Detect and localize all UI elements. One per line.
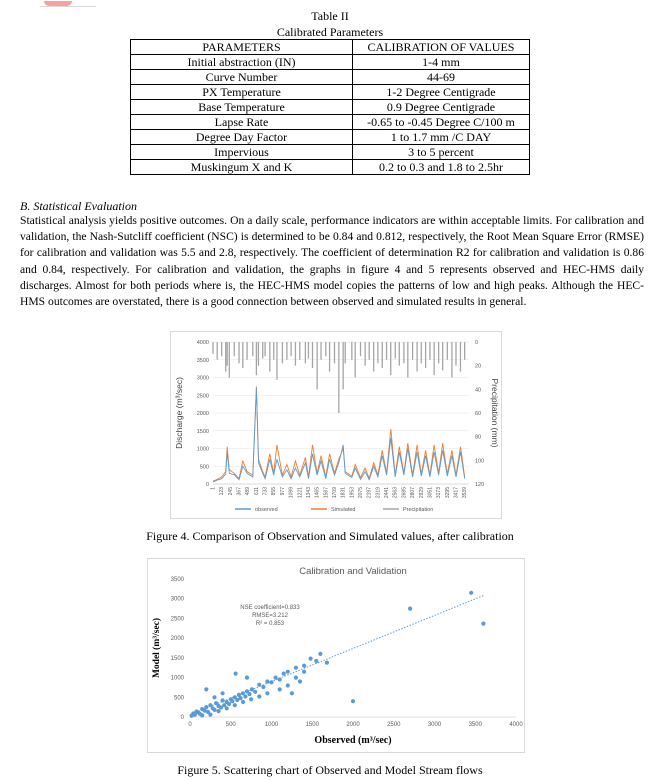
scatter-point: [216, 709, 220, 713]
scatter-point: [261, 685, 265, 689]
x-tick-label: 1343: [305, 487, 312, 499]
x-tick-label: 1221: [297, 487, 304, 499]
x-tick-label: 2807: [410, 487, 417, 499]
y-tick-label: 2500: [196, 393, 209, 400]
scatter-chart-svg: [148, 559, 524, 752]
table-cell: 3 to 5 percent: [353, 145, 530, 160]
y-tick-label: 0: [180, 715, 184, 721]
table-cell: Lapse Rate: [131, 115, 353, 130]
table-cell: Impervious: [131, 145, 353, 160]
table-row: [131, 85, 530, 100]
table-cell: PX Temperature: [131, 85, 353, 100]
x-tick-label: 3000: [427, 722, 442, 728]
y-tick-label: 1500: [170, 655, 184, 662]
scatter-point: [243, 694, 247, 698]
scatter-point: [269, 680, 273, 684]
table-header-cell: CALIBRATION OF VALUES: [353, 40, 530, 55]
annotation-text: R² = 0.853: [255, 621, 285, 627]
x-tick-label: 1000: [264, 722, 279, 728]
table-cell: 44-69: [353, 70, 530, 85]
x-tick-label: 855: [271, 487, 278, 496]
x-tick-label: 2500: [387, 722, 401, 728]
table-row: [131, 130, 530, 145]
x-tick-label: 1465: [314, 487, 321, 499]
scatter-point: [227, 702, 231, 706]
y-tick-label: 2500: [170, 616, 184, 623]
x-tick-label: 1500: [305, 722, 319, 728]
scatter-point: [290, 691, 294, 695]
chart-title: Calibration and Validation: [299, 566, 407, 577]
x-tick-label: 2319: [375, 487, 382, 499]
table-row: [131, 100, 530, 115]
scatter-point: [247, 692, 251, 696]
y-tick-label: 1000: [196, 446, 209, 453]
figure5-chart: [147, 558, 525, 753]
y-tick-label: 4000: [196, 340, 209, 346]
y-tick-label: 500: [173, 695, 184, 702]
table-header-row: [131, 40, 530, 55]
x-tick-label: 123: [219, 487, 226, 496]
y-axis-label: Model (m³/sec): [152, 617, 162, 679]
x-tick-label: 977: [279, 487, 286, 496]
x-tick-label: 1831: [340, 487, 347, 499]
scatter-point: [221, 691, 225, 695]
x-tick-label: 3417: [453, 487, 460, 499]
x-tick-label: 2000: [346, 722, 360, 728]
y2-tick-label: 100: [475, 458, 485, 465]
table-cell: Initial abstraction (IN): [131, 55, 353, 70]
y-tick-label: 1000: [170, 675, 184, 682]
scatter-point: [234, 672, 238, 676]
x-tick-label: 2197: [366, 487, 373, 499]
x-tick-label: 3500: [468, 722, 482, 728]
table-cell: Muskingum X and K: [131, 160, 353, 175]
x-tick-label: 2929: [418, 487, 425, 499]
y-tick-label: 500: [199, 464, 209, 471]
y-tick-label: 3000: [196, 375, 209, 382]
scatter-point: [351, 699, 355, 703]
y-tick-label: 3500: [170, 577, 184, 583]
y2-tick-label: 80: [475, 434, 482, 441]
annotation-text: NSE coefficient=0.833: [240, 605, 300, 611]
scatter-point: [225, 706, 229, 710]
annotation-text: RMSE=3.212: [252, 613, 288, 619]
scatter-point: [309, 657, 313, 661]
x-axis-label: Observed (m³/sec): [314, 735, 392, 746]
legend-label: Simulated: [331, 507, 356, 513]
scatter-point: [286, 683, 290, 687]
scatter-point: [241, 700, 245, 704]
table-row: [131, 55, 530, 70]
table-cell: Curve Number: [131, 70, 353, 85]
y-tick-label: 3000: [170, 596, 184, 603]
y-tick-label: 2000: [196, 411, 209, 417]
scatter-point: [286, 670, 290, 674]
y2-axis-label: Precipitation (mm): [490, 378, 500, 448]
y-tick-label: 3500: [196, 357, 209, 364]
section-paragraph: Statistical analysis yields positive outcomes. On a daily scale, performance indicators are within acceptable limits. For calibration and validation, the Nash-Sutcliff coefficient (NSC) is determined to be 0.84 and 0.812, respectively, the Root Mean Square Error (RMSE) for calibration and validation was 5.5 and 2.8, respectively. The coefficient of determination R2 for calibration and validation is 0.86 and 0.84, respectively. For calibration and validation, the graphs in figure 4 and 5 represents observed and HEC-HMS daily discharges. Almost for both periods where is, the HEC-HMS model copies the patterns of low and high peaks. Although the HEC-HMS outcomes are overstated, there is a good connection between observed and simulated results in general.: [20, 214, 644, 309]
scatter-point: [278, 687, 282, 691]
scatter-point: [318, 652, 322, 656]
table-row: [131, 115, 530, 130]
scatter-point: [253, 690, 257, 694]
x-tick-label: 3173: [436, 487, 443, 499]
scatter-point: [294, 666, 298, 670]
table-cell: -0.65 to -0.45 Degree C/100 m: [353, 115, 530, 130]
table-cell: Base Temperature: [131, 100, 353, 115]
scatter-point: [265, 691, 269, 695]
scatter-point: [302, 664, 306, 668]
table-subtitle: Calibrated Parameters: [276, 25, 384, 39]
y2-tick-label: 120: [475, 482, 485, 488]
figure4-chart: [170, 331, 502, 519]
scatter-point: [245, 676, 249, 680]
x-tick-label: 2685: [401, 487, 408, 499]
scatter-point: [249, 697, 253, 701]
scatter-point: [282, 672, 286, 676]
scatter-point: [325, 661, 329, 665]
scatter-point: [257, 694, 261, 698]
scatter-point: [294, 676, 298, 680]
y-tick-label: 0: [205, 482, 209, 488]
table-row: [131, 160, 530, 175]
x-tick-label: 489: [245, 487, 252, 496]
table-cell: 1-2 Degree Centigrade: [353, 85, 530, 100]
scatter-point: [233, 703, 237, 707]
scatter-point: [481, 622, 485, 626]
x-tick-label: 0: [188, 722, 192, 728]
table-header-cell: PARAMETERS: [131, 40, 353, 55]
scatter-point: [302, 670, 306, 674]
y2-tick-label: 0: [475, 340, 479, 346]
scatter-point: [298, 679, 302, 683]
x-tick-label: 611: [253, 487, 260, 495]
table-cell: 0.9 Degree Centigrade: [353, 100, 530, 115]
y-tick-label: 1500: [196, 428, 209, 435]
table-title: Table II: [311, 9, 349, 23]
y-tick-label: 2000: [170, 636, 184, 643]
y2-tick-label: 60: [475, 411, 482, 417]
scatter-point: [200, 713, 204, 717]
x-tick-label: 3539: [462, 487, 469, 499]
scatter-point: [469, 591, 473, 595]
x-tick-label: 4000: [509, 722, 523, 728]
header-logo-fragment: [40, 0, 96, 7]
x-tick-label: 2075: [358, 487, 365, 499]
legend-label: Precipitation: [403, 507, 434, 513]
x-tick-label: 2441: [384, 487, 391, 499]
scatter-point: [230, 699, 234, 703]
figure5-caption: Figure 5. Scattering chart of Observed and Model Stream flows: [177, 763, 483, 777]
y-axis-label: Discharge (m³/sec): [174, 377, 184, 449]
y2-tick-label: 40: [475, 387, 482, 394]
scatter-point: [238, 696, 242, 700]
x-tick-label: 1587: [323, 487, 330, 499]
x-tick-label: 733: [262, 487, 269, 496]
table-cell: 1-4 mm: [353, 55, 530, 70]
scatter-point: [212, 695, 216, 699]
table-row: [131, 145, 530, 160]
scatter-point: [208, 713, 212, 717]
y2-tick-label: 20: [475, 363, 482, 370]
discharge-chart-svg: [171, 332, 501, 518]
scatter-point: [212, 708, 216, 712]
x-tick-label: 3295: [444, 487, 451, 499]
table-row: [131, 70, 530, 85]
table-cell: 0.2 to 0.3 and 1.8 to 2.5hr: [353, 160, 530, 175]
x-tick-label: 245: [227, 487, 234, 496]
x-tick-label: 2563: [392, 487, 399, 499]
table-cell: 1 to 1.7 mm /C DAY: [353, 130, 530, 145]
figure4-caption: Figure 4. Comparison of Observation and Simulated values, after calibration: [146, 529, 514, 543]
x-tick-label: 3051: [427, 487, 434, 499]
x-tick-label: 500: [225, 722, 236, 728]
scatter-point: [408, 607, 412, 611]
table-cell: Degree Day Factor: [131, 130, 353, 145]
section-heading: B. Statistical Evaluation: [20, 199, 137, 213]
legend-label: observed: [255, 507, 278, 513]
scatter-point: [204, 687, 208, 691]
x-tick-label: 1099: [288, 487, 295, 499]
calibrated-parameters-table: [130, 39, 530, 175]
x-tick-label: 1709: [331, 487, 338, 499]
x-tick-label: 1953: [349, 487, 356, 499]
x-tick-label: 367: [236, 487, 243, 496]
x-tick-label: 1: [210, 487, 217, 490]
